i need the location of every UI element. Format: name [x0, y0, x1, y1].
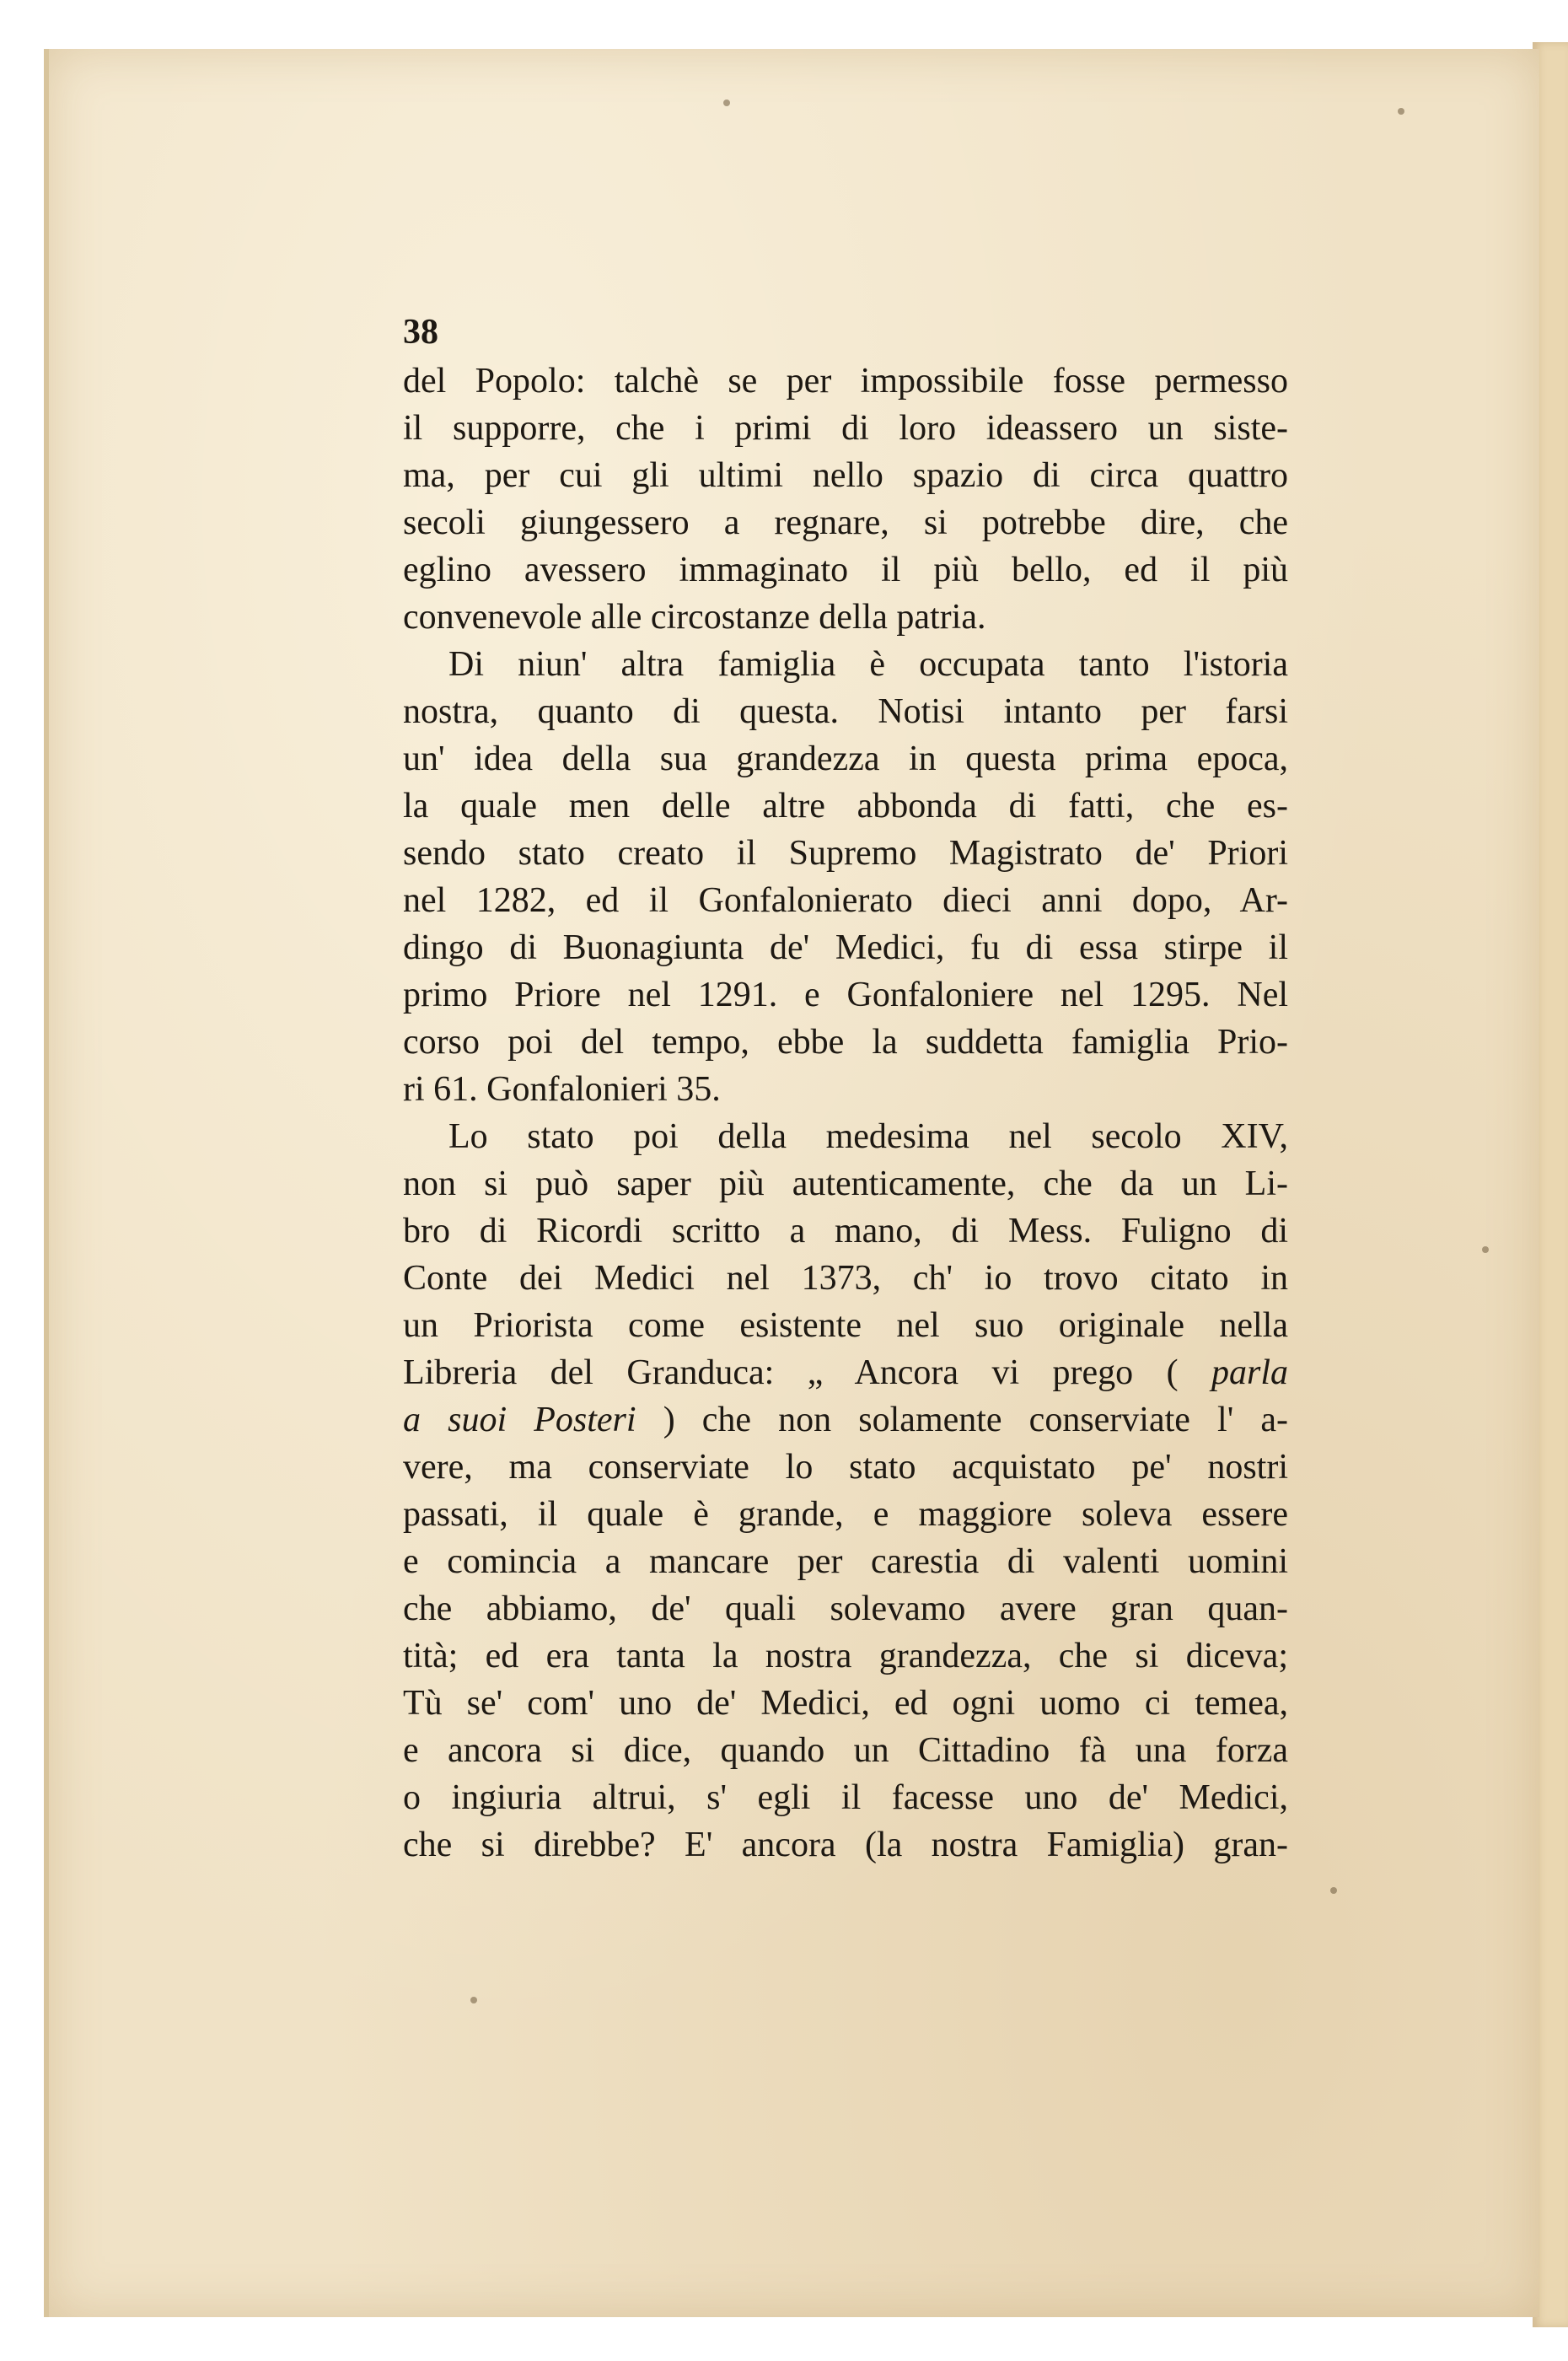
paper-speck	[1330, 1887, 1337, 1894]
text-segment: ) che non solamente conserviate l' a-	[663, 1401, 1288, 1439]
text-line: tità; ed era tanta la nostra grandezza, che si diceva;	[403, 1637, 1288, 1675]
text-line: un' idea della sua grandezza in questa prima epoca,	[403, 739, 1288, 778]
text-line: secoli giungessero a regnare, si potrebbe dire, che	[403, 503, 1288, 542]
paper-speck	[1482, 1246, 1489, 1253]
text-line: vere, ma conserviate lo stato acquistato pe' nostri	[403, 1448, 1288, 1487]
text-line: del Popolo: talchè se per impossibile fosse permesso	[403, 362, 1288, 401]
text-line: nel 1282, ed il Gonfalonierato dieci anni dopo, Ar-	[403, 881, 1288, 920]
paper-speck	[1398, 108, 1404, 115]
text-line: che abbiamo, de' quali solevamo avere gran quan-	[403, 1589, 1288, 1628]
page-number: 38	[403, 313, 438, 352]
text-line: ri 61. Gonfalonieri 35.	[403, 1070, 721, 1109]
text-segment: Libreria del Granduca: „ Ancora vi prego (	[403, 1353, 1179, 1392]
text-line: il supporre, che i primi di loro ideassero un siste-	[403, 409, 1288, 448]
text-line: nostra, quanto di questa. Notisi intanto per farsi	[403, 692, 1288, 731]
text-line: passati, il quale è grande, e maggiore soleva essere	[403, 1495, 1288, 1534]
page-text	[403, 312, 1288, 1869]
text-line: primo Priore nel 1291. e Gonfaloniere nel 1295. Nel	[403, 976, 1288, 1014]
text-line: eglino avessero immaginato il più bello, ed il più	[403, 551, 1288, 589]
text-line: o ingiuria altrui, s' egli il facesse uno de' Medici,	[403, 1778, 1288, 1817]
text-line: convenevole alle circostanze della patria.	[403, 598, 986, 637]
italic-text: a suoi Posteri	[403, 1401, 636, 1439]
text-line: Conte dei Medici nel 1373, ch' io trovo citato in	[403, 1259, 1288, 1298]
text-line: corso poi del tempo, ebbe la suddetta famiglia Prio-	[403, 1023, 1288, 1062]
text-line: Tù se' com' uno de' Medici, ed ogni uomo ci temea,	[403, 1684, 1288, 1723]
text-line: ma, per cui gli ultimi nello spazio di circa quattro	[403, 456, 1288, 495]
text-line: che si direbbe? E' ancora (la nostra Famiglia) gran-	[403, 1826, 1288, 1864]
text-line: la quale men delle altre abbonda di fatti, che es-	[403, 787, 1288, 826]
text-line: Lo stato poi della medesima nel secolo XIV,	[448, 1117, 1288, 1156]
text-line	[403, 1396, 1288, 1444]
text-line: Di niun' altra famiglia è occupata tanto l'istoria	[448, 645, 1288, 684]
text-line: dingo di Buonagiunta de' Medici, fu di essa stirpe il	[403, 928, 1288, 967]
text-line	[403, 1349, 1288, 1396]
text-line: e ancora si dice, quando un Cittadino fà una forza	[403, 1731, 1288, 1770]
paper-speck	[723, 99, 730, 106]
text-line: sendo stato creato il Supremo Magistrato de' Priori	[403, 834, 1288, 873]
text-line: bro di Ricordi scritto a mano, di Mess. Fuligno di	[403, 1212, 1288, 1250]
text-line: non si può saper più autenticamente, che da un Li-	[403, 1164, 1288, 1203]
italic-text: parla	[1211, 1353, 1288, 1392]
paper-speck	[470, 1997, 477, 2003]
text-line: un Priorista come esistente nel suo originale nella	[403, 1306, 1288, 1345]
text-line: e comincia a mancare per carestia di valenti uomini	[403, 1542, 1288, 1581]
